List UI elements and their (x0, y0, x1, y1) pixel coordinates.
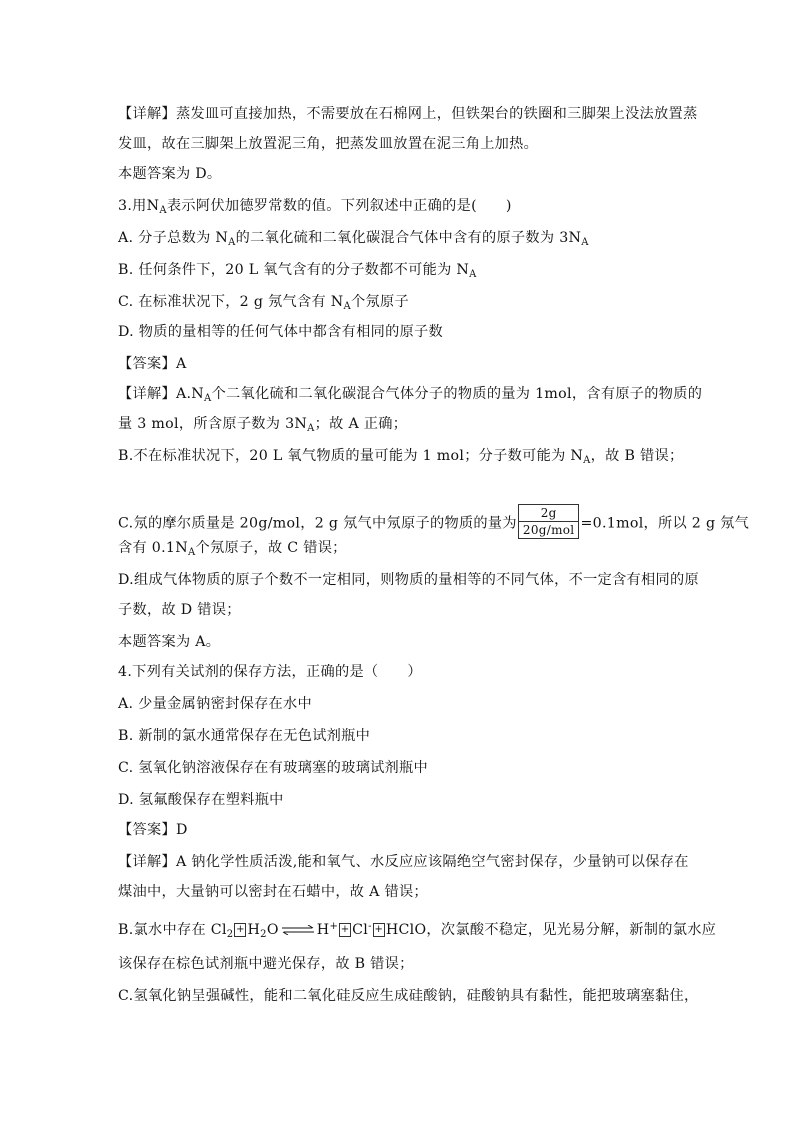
plus-box: + (340, 924, 350, 935)
question-3-detail-c-2: 含有 $0.1N_A$个氖原子，故 C 错误； (118, 540, 347, 558)
answer-conclusion-2: 本题答案为 D。 (118, 166, 222, 182)
question-4-option-d: D. 氢氟酸保存在塑料瓶中 (118, 792, 284, 808)
question-3-detail-a-2: 量 3 mol，所含原子数为 $3N_A$；故 A 正确； (118, 416, 408, 434)
fraction-numerator: 2g (519, 505, 579, 522)
question-3-conclusion: 本题答案为 A。 (118, 634, 221, 650)
plus-box: + (374, 924, 384, 935)
explanation-line-1: 【详解】蒸发皿可直接加热，不需要放在石棉网上，但铁架台的铁圈和三脚架上没法放置蒸 (118, 106, 698, 122)
question-3-stem: 3.用$N_A$表示阿伏加德罗常数的值。下列叙述中正确的是( ) (118, 198, 512, 216)
explanation-line-2: 发皿，故在三脚架上放置泥三角，把蒸发皿放置在泥三角上加热。 (118, 136, 539, 152)
question-3-detail-d-2: 子数，故 D 错误； (118, 602, 241, 618)
question-3-detail-c-1: C.氖的摩尔质量是 20g/mol，2 g 氖气中氖原子的物质的量为 $\frac{2g}{\text{20g/mol}}$ =0.1mol，所以 2 g 氖气 (118, 506, 750, 537)
fraction-box (518, 504, 580, 539)
fraction-denominator: 20g/mol (522, 523, 575, 537)
question-3-answer: 【答案】A (118, 356, 187, 372)
question-4-option-b: B. 新制的氯水通常保存在无色试剂瓶中 (118, 728, 371, 744)
plus-box: + (236, 924, 245, 935)
question-4-detail-c-1: C.氢氧化钠呈强碱性，能和二氧化硅反应生成硅酸钠，硅酸钠具有黏性，能把玻璃塞黏住， (118, 988, 699, 1004)
question-4-option-a: A. 少量金属钠密封保存在水中 (118, 696, 313, 712)
question-3-option-a: A. 分子总数为 $N_A$的二氧化硫和二氧化碳混合气体中含有的原子数为 $3N_A$ (118, 230, 589, 248)
question-3-detail-d-1: D.组成气体物质的原子个数不一定相同，则物质的量相等的不同气体，不一定含有相同的原 (118, 572, 699, 588)
question-3-detail-b: B.不在标准状况下，20 L 氧气物质的量可能为 1 mol；分子数可能为 $N_A$，故 B 错误； (118, 448, 684, 466)
question-4-detail-a-1: 【详解】A 钠化学性质活泼,能和氧气、水反应应该隔绝空气密封保存，少量钠可以保存在 (118, 854, 689, 870)
question-4-option-c: C. 氢氧化钠溶液保存在有玻璃塞的玻璃试剂瓶中 (118, 760, 429, 776)
question-3-option-c: C. 在标准状况下，2 g 氖气含有 $N_A$个氖原子 (118, 294, 409, 312)
question-3-option-d: D. 物质的量相等的任何气体中都含有相同的原子数 (118, 324, 444, 340)
question-4-detail-a-2: 煤油中，大量钠可以密封在石蜡中，故 A 错误； (118, 884, 428, 900)
question-4-detail-b-2: 该保存在棕色试剂瓶中避光保存，故 B 错误； (118, 956, 414, 972)
question-3-detail-a-1: 【详解】$A.N_A$个二氧化硫和二氧化碳混合气体分子的物质的量为 1mol，含有原子的物质的 (118, 386, 703, 404)
question-3-option-b: B. 任何条件下，20 L 氧气含有的分子数都不可能为 $N_A$ (118, 262, 477, 280)
question-4-stem: 4.下列有关试剂的保存方法，正确的是（ ） (118, 664, 422, 680)
equilibrium-arrow-icon (281, 925, 315, 935)
question-4-detail-b-1: B.氯水中存在 $Cl_2 + H_2O$ H+ + Cl- + HClO，次氯酸不稳定，见光易分解，新制的氯水应 (118, 921, 717, 940)
question-4-answer: 【答案】D (118, 822, 188, 838)
